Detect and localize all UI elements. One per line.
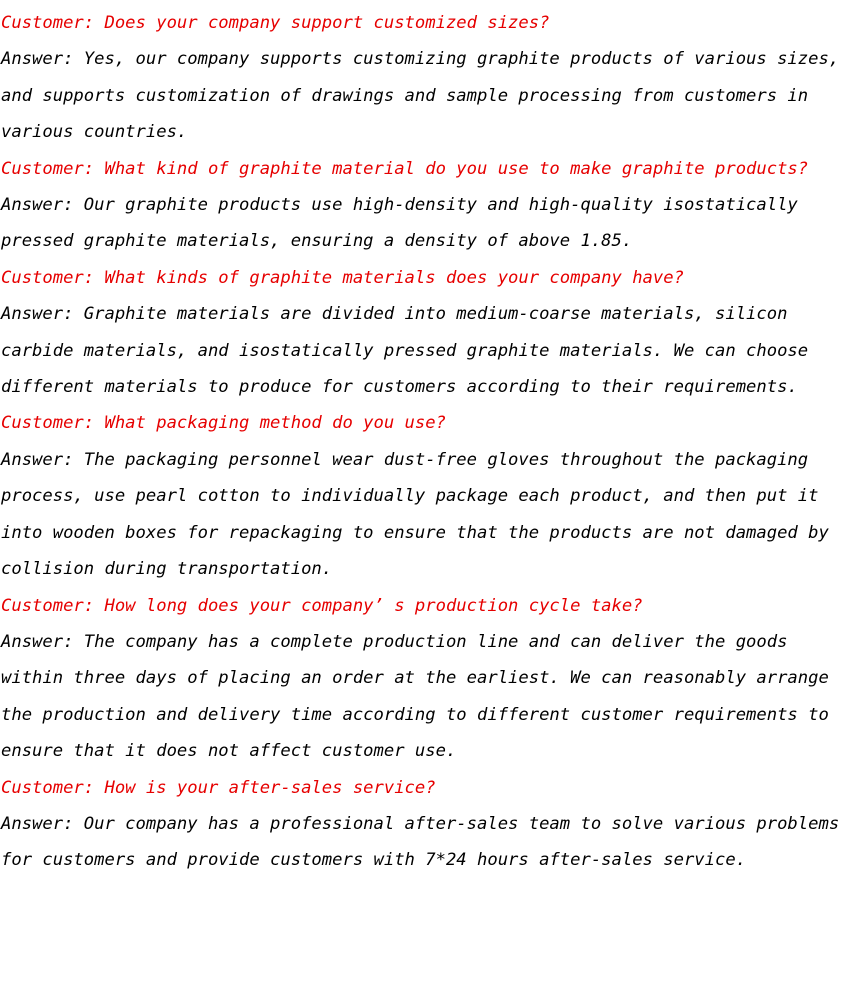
faq-item-material-kinds — [0, 260, 850, 406]
faq-item-production-cycle — [0, 588, 850, 770]
faq-question: Customer: What packaging method do you use? — [1, 413, 446, 434]
faq-question: Customer: How long does your company’ s production cycle take? — [1, 595, 643, 616]
faq-answer: Answer: The packaging personnel wear dust-free gloves throughout the packaging process, use pearl cotton to individually package each product, and then put it into wooden boxes for repackaging to ensure that the products are not damaged by collision during transportation. — [1, 449, 829, 580]
faq-item-customized-sizes — [0, 5, 850, 151]
faq-item-packaging — [0, 405, 850, 587]
faq-answer: Answer: Our company has a professional after-sales team to solve various problems for customers and provide customers with 7*24 hours after-sales service. — [1, 813, 840, 871]
faq-item-graphite-material — [0, 151, 850, 260]
faq-item-after-sales — [0, 770, 850, 879]
faq-answer: Answer: Yes, our company supports customizing graphite products of various sizes, and supports customization of drawings and sample processing from customers in various countries. — [1, 49, 840, 143]
faq-question: Customer: How is your after-sales service? — [1, 777, 436, 798]
faq-question: Customer: What kinds of graphite materials does your company have? — [1, 267, 684, 288]
faq-answer: Answer: Graphite materials are divided into medium-coarse materials, silicon carbide materials, and isostatically pressed graphite materials. We can choose different materials to produce for customers according to their requirements. — [1, 304, 809, 398]
faq-question: Customer: What kind of graphite material do you use to make graphite products? — [1, 158, 809, 179]
faq-answer: Answer: Our graphite products use high-density and high-quality isostatically pressed graphite materials, ensuring a density of above 1.85. — [1, 195, 798, 252]
faq-answer: Answer: The company has a complete production line and can deliver the goods within three days of placing an order at the earliest. We can reasonably arrange the production and delivery time according to different customer requirements to ensure that it does not affect customer use. — [1, 631, 829, 762]
faq-question: Customer: Does your company support customized sizes? — [1, 13, 550, 33]
